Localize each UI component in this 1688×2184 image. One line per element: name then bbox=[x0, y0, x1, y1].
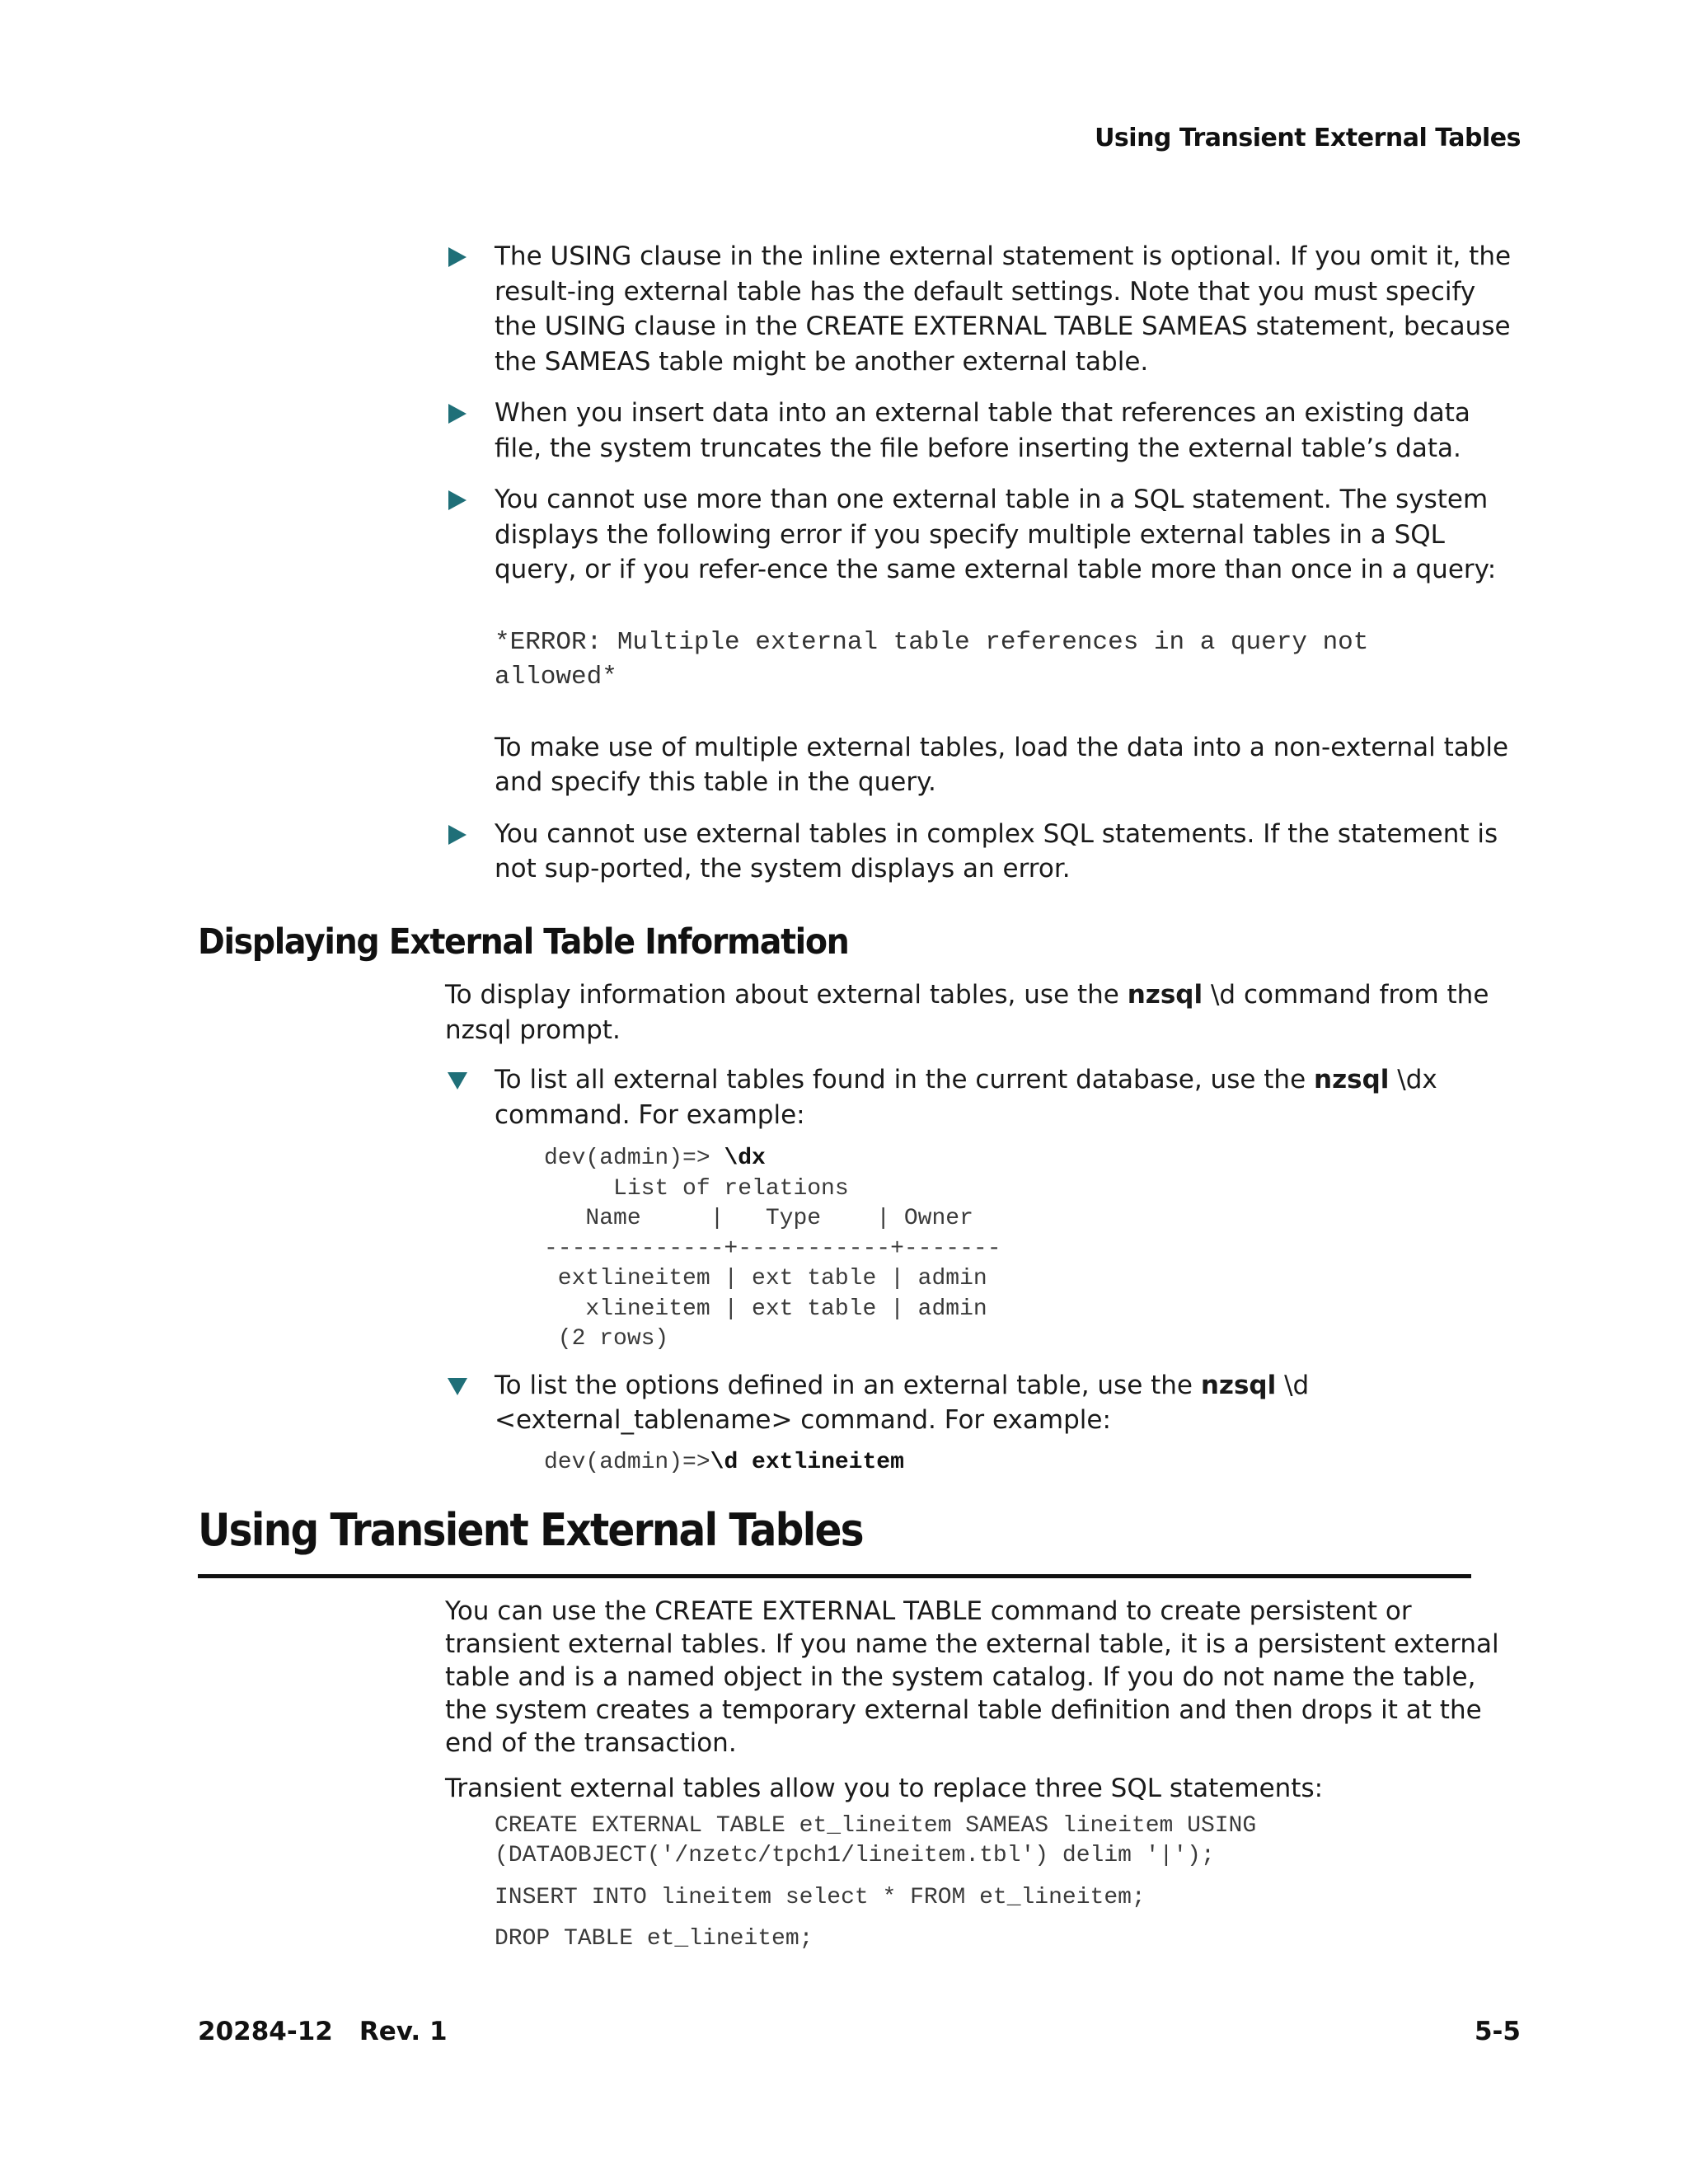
code-prompt: dev(admin)=> bbox=[544, 1146, 724, 1171]
code-line: (2 rows) bbox=[544, 1326, 669, 1352]
text: \d <external_tablename> command. For example: bbox=[495, 1370, 1310, 1435]
code-line: Name | Type | Owner bbox=[544, 1206, 973, 1231]
triangle-down-step-icon bbox=[445, 1374, 470, 1399]
paragraph: Transient external tables allow you to replace three SQL statements: bbox=[445, 1774, 1324, 1803]
triangle-right-bullet-icon bbox=[445, 823, 470, 847]
text: To list the options defined in an external table, use the bbox=[495, 1370, 1201, 1400]
bullet-text: The USING clause in the inline external statement is optional. If you omit it, the result-ing external table has the default settings. Note that you must specify the USING clause in the CREATE EXTERNAL TABLE SAMEAS statement, because the SAMEAS table might be another external table. bbox=[495, 241, 1512, 377]
paragraph: You can use the CREATE EXTERNAL TABLE command to create persistent or transient external tables. If you name the external table, it is a persistent external table and is a named object in the system catalog. If you do not name the table, the system creates a temporary external table definition and then drops it at the end of the transaction. bbox=[445, 1596, 1499, 1758]
triangle-right-bullet-icon bbox=[445, 488, 470, 513]
command-name: nzsql bbox=[1200, 1370, 1277, 1400]
step-item bbox=[445, 1368, 1525, 1479]
command-name: nzsql bbox=[1127, 980, 1203, 1010]
list-item bbox=[445, 239, 1525, 379]
text: \dx command. For example: bbox=[495, 1065, 1437, 1130]
page-number: 5-5 bbox=[1474, 2017, 1521, 2046]
bullet-text: You cannot use more than one external table in a SQL statement. The system displays the following error if you specify multiple external tables in a SQL query, or if you refer-ence the same external table more than once in a query: bbox=[495, 485, 1497, 584]
sql-line: (DATAOBJECT('/nzetc/tpch1/lineitem.tbl') delim '|'); bbox=[495, 1843, 1215, 1868]
list-item bbox=[445, 396, 1525, 466]
code-command: \d extlineitem bbox=[710, 1449, 904, 1475]
multiple-tables-tip: To make use of multiple external tables, load the data into a non-external table and specify this table in the query. bbox=[495, 732, 1509, 797]
bullet-text: When you insert data into an external table that references an existing data file, the system truncates the file before inserting the external table’s data. bbox=[495, 398, 1470, 463]
revision: Rev. 1 bbox=[359, 2017, 448, 2046]
code-example-d bbox=[495, 1448, 1525, 1479]
intro-paragraph bbox=[445, 977, 1525, 1047]
triangle-right-bullet-icon bbox=[445, 245, 470, 269]
code-line: extlineitem | ext table | admin bbox=[544, 1266, 987, 1291]
footer-doc-info bbox=[198, 2017, 448, 2046]
code-prompt: dev(admin)=> bbox=[544, 1449, 710, 1475]
error-line: allowed* bbox=[495, 663, 617, 691]
code-line bbox=[544, 1448, 1525, 1479]
sql-line: DROP TABLE et_lineitem; bbox=[495, 1926, 814, 1952]
sql-line: INSERT INTO lineitem select * FROM et_lineitem; bbox=[495, 1884, 1146, 1910]
step-text bbox=[495, 1062, 1525, 1132]
sql-line: CREATE EXTERNAL TABLE et_lineitem SAMEAS lineitem USING bbox=[495, 1812, 1257, 1839]
heading-rule bbox=[198, 1574, 1471, 1578]
code-line: xlineitem | ext table | admin bbox=[544, 1296, 987, 1322]
triangle-right-bullet-icon bbox=[445, 401, 470, 426]
code-line: -------------+-----------+------- bbox=[544, 1235, 1001, 1262]
text: \d command from the nzsql prompt. bbox=[445, 980, 1489, 1045]
code-example-dx bbox=[495, 1144, 1525, 1355]
sql-statements bbox=[445, 1811, 1525, 1955]
error-line: *ERROR: Multiple external table references in a query not bbox=[495, 627, 1369, 657]
display-section-body bbox=[445, 977, 1525, 1494]
error-message-code bbox=[495, 626, 1525, 696]
code-line: List of relations bbox=[544, 1175, 849, 1202]
text: To list all external tables found in the current database, use the bbox=[495, 1065, 1314, 1094]
doc-number: 20284-12 bbox=[198, 2017, 333, 2046]
code-line bbox=[544, 1144, 1525, 1174]
step-item bbox=[445, 1062, 1525, 1355]
list-item bbox=[445, 482, 1525, 800]
triangle-down-step-icon bbox=[445, 1068, 470, 1093]
running-header: Using Transient External Tables bbox=[1095, 124, 1521, 152]
text: To display information about external tables, use the bbox=[445, 980, 1128, 1010]
bullet-text: You cannot use external tables in complex SQL statements. If the statement is not sup-ported, the system displays an error. bbox=[495, 818, 1498, 883]
transient-section-body bbox=[445, 1595, 1525, 1955]
list-item bbox=[445, 817, 1525, 887]
bullet-list-notes bbox=[445, 239, 1525, 903]
step-text bbox=[495, 1368, 1525, 1438]
chapter-heading: Using Transient External Tables bbox=[198, 1504, 863, 1556]
section-heading: Displaying External Table Information bbox=[198, 921, 849, 963]
code-command: \dx bbox=[724, 1146, 766, 1171]
command-name: nzsql bbox=[1314, 1065, 1390, 1094]
